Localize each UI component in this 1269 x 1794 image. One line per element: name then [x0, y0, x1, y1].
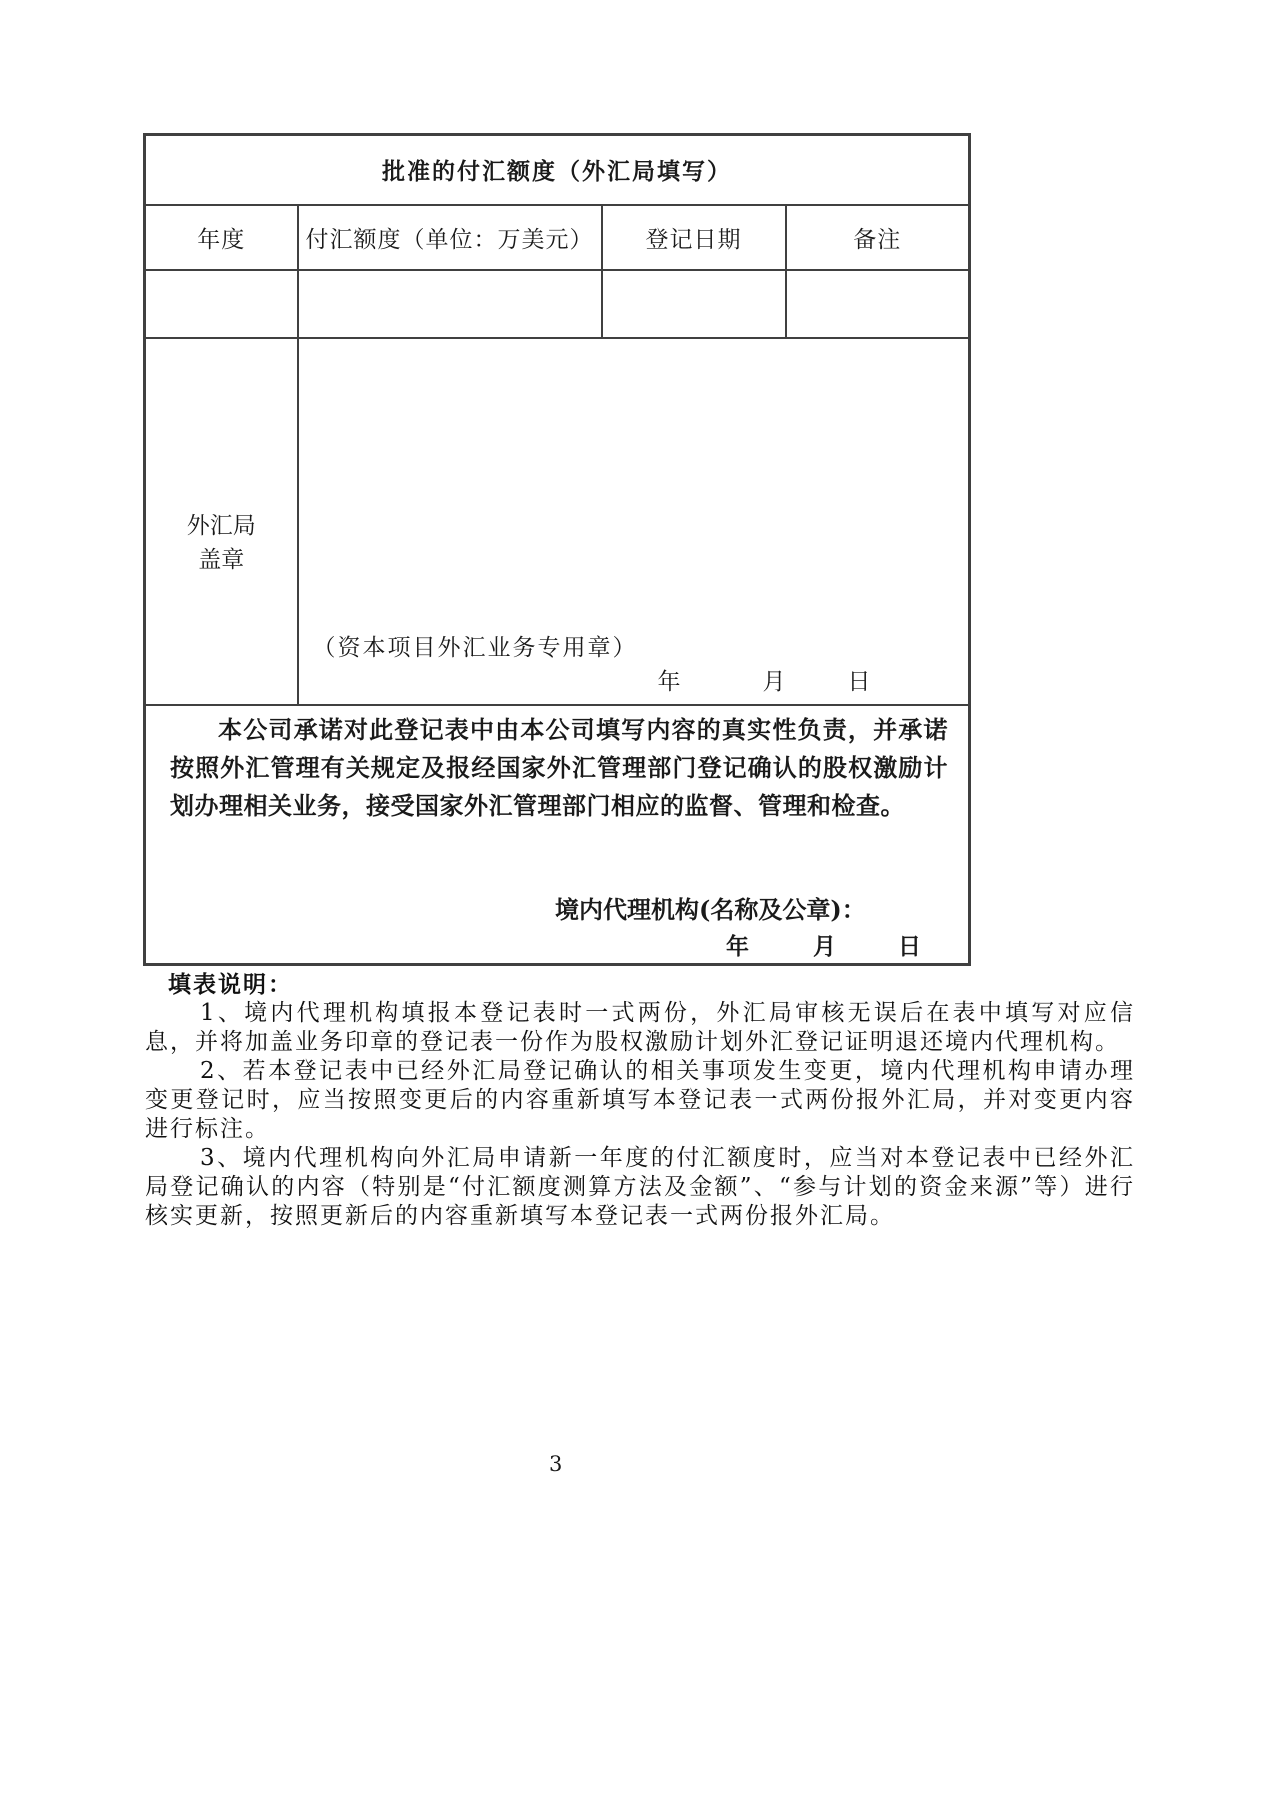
empty-cell-remarks — [786, 270, 970, 338]
seal-area-cell — [298, 338, 970, 705]
commitment-date-day-label: 日 — [898, 932, 921, 960]
filling-instructions-heading: 填表说明： — [168, 971, 293, 998]
approved-quota-table — [143, 133, 971, 966]
column-header-quota: 付汇额度（单位：万美元） — [298, 205, 602, 270]
empty-cell-quota — [298, 270, 602, 338]
filling-instructions — [145, 970, 1135, 1231]
instruction-item-2: 2、若本登记表中已经外汇局登记确认的相关事项发生变更，境内代理机构申请办理变更登记时，应当按照变更后的内容重新填写本登记表一式两份报外汇局，并对变更内容进行标注。 — [145, 1058, 1135, 1142]
commitment-statement: 本公司承诺对此登记表中由本公司填写内容的真实性负责，并承诺按照外汇管理有关规定及报经国家外汇管理部门登记确认的股权激励计划办理相关业务，接受国家外汇管理部门相应的监督、管理和检查。 — [170, 714, 948, 820]
commitment-date-month-label: 月 — [813, 932, 836, 960]
safe-seal-label-cell — [145, 338, 298, 705]
table-header-row — [145, 205, 970, 270]
page-number: 3 — [549, 1452, 563, 1476]
instruction-item-1: 1、境内代理机构填报本登记表时一式两份，外汇局审核无误后在表中填写对应信息，并将加盖业务印章的登记表一份作为股权激励计划外汇登记证明退还境内代理机构。 — [145, 1000, 1135, 1055]
column-header-year: 年度 — [145, 205, 298, 270]
seal-date-day-label: 日 — [847, 668, 871, 695]
empty-cell-year — [145, 270, 298, 338]
column-header-registration-date: 登记日期 — [602, 205, 786, 270]
safe-seal-label-line2: 盖章 — [198, 546, 245, 573]
instruction-item-3: 3、境内代理机构向外汇局申请新一年度的付汇额度时，应当对本登记表中已经外汇局登记确认的内容（特别是“付汇额度测算方法及金额”、“参与计划的资金来源”等）进行核实更新，按照更新后的内容重新填写本登记表一式两份报外汇局。 — [145, 1145, 1135, 1229]
commitment-row — [145, 705, 970, 965]
capital-account-seal-note: （资本项目外汇业务专用章） — [312, 634, 638, 661]
column-header-remarks: 备注 — [786, 205, 970, 270]
seal-date-year-label: 年 — [657, 668, 681, 695]
empty-cell-registration-date — [602, 270, 786, 338]
seal-row — [145, 338, 970, 705]
safe-seal-label-line1: 外汇局 — [186, 512, 256, 539]
commitment-date-year-label: 年 — [726, 932, 749, 960]
commitment-cell — [145, 705, 970, 965]
empty-data-row — [145, 270, 970, 338]
seal-date-month-label: 月 — [762, 668, 786, 695]
domestic-agency-label: 境内代理机构(名称及公章)： — [555, 894, 866, 924]
table-title: 批准的付汇额度（外汇局填写） — [145, 135, 970, 205]
table-title-row — [145, 135, 970, 205]
